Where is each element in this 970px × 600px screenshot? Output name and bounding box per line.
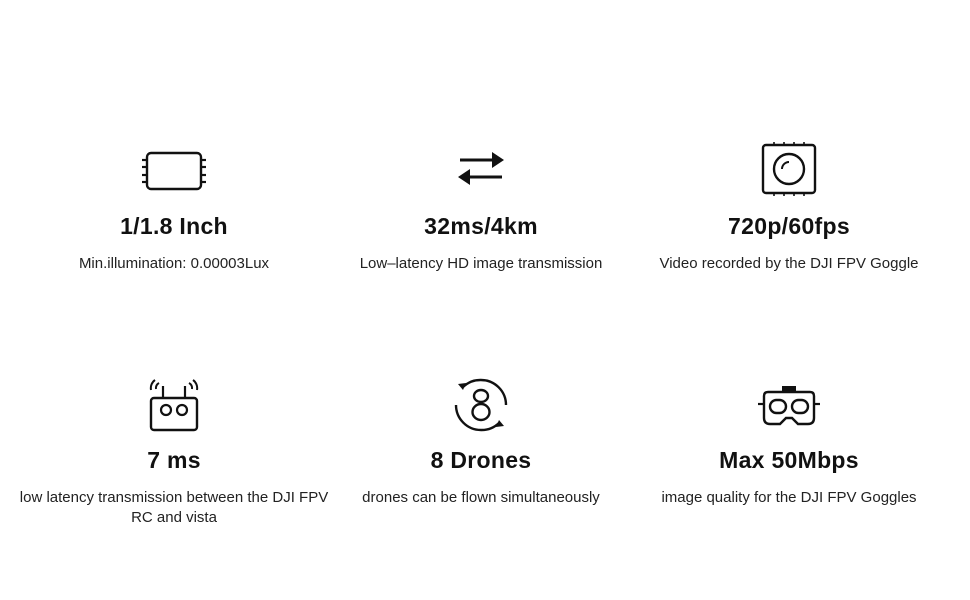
feature-description: Min.illumination: 0.00003Lux: [78, 255, 270, 272]
feature-description: image quality for the DJI FPV Goggles: [661, 489, 917, 506]
feature-description: Low–latency HD image transmission: [359, 255, 603, 272]
camera-lens-icon: [749, 140, 829, 202]
feature-bitrate: [629, 374, 949, 508]
fpv-goggles-icon: [749, 374, 829, 436]
remote-controller-icon: [134, 374, 214, 436]
image-sensor-icon: [134, 140, 214, 202]
feature-value: 7 ms: [147, 447, 201, 473]
feature-value: 1/1.8 Inch: [120, 213, 228, 239]
feature-video: [629, 140, 949, 274]
feature-description: drones can be flown simultaneously: [362, 489, 600, 506]
feature-value: 32ms/4km: [424, 213, 538, 239]
transfer-arrows-icon: [441, 140, 521, 202]
feature-description: Video recorded by the DJI FPV Goggle: [659, 255, 919, 272]
feature-value: 8 Drones: [430, 447, 532, 473]
feature-transmission: [321, 140, 641, 274]
feature-sensor: [14, 140, 334, 274]
feature-value: 720p/60fps: [728, 213, 850, 239]
feature-drones: [321, 374, 641, 508]
multi-drone-8-icon: [441, 374, 521, 436]
feature-value: Max 50Mbps: [719, 447, 859, 473]
feature-latency: [14, 374, 334, 528]
feature-description: low latency transmission between the DJI FPV RC and vista: [19, 489, 329, 526]
